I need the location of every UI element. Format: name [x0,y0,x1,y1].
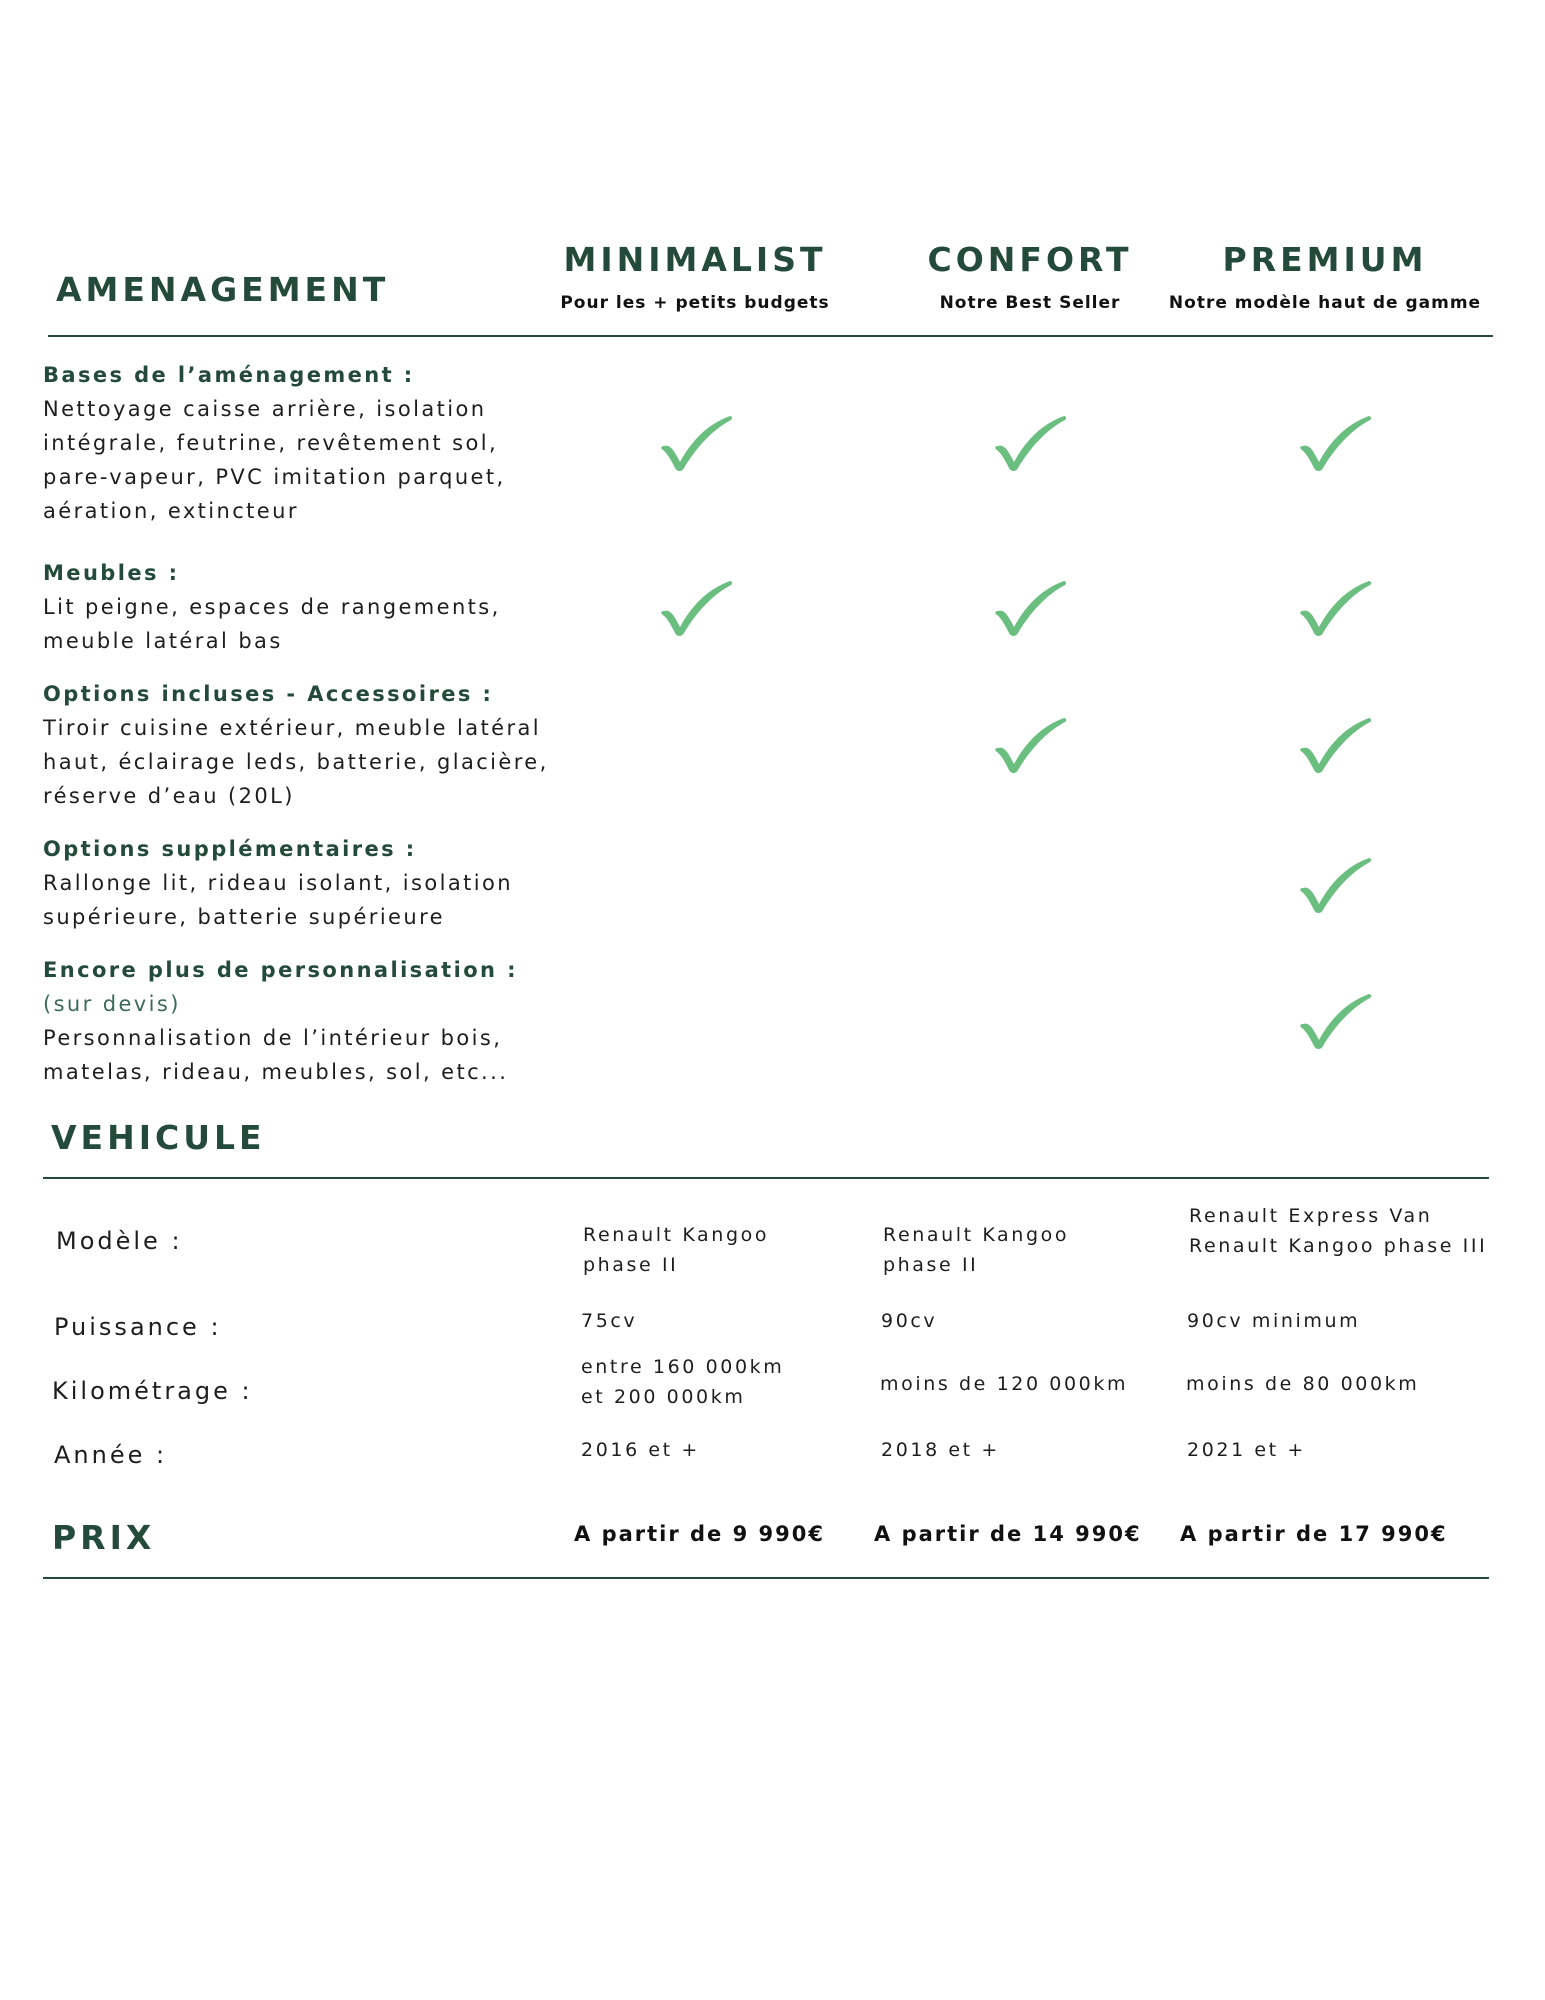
check-icon [992,712,1070,776]
spec-value: moins de 120 000km [880,1373,1129,1395]
vehicule-divider [43,1177,1489,1179]
feature-title: Meubles : [43,561,180,585]
feature-description: Rallonge lit, rideau isolant, isolation supérieure, batterie supérieure [43,871,513,929]
header-divider [48,335,1493,337]
feature-title: Bases de l’aménagement : [43,363,415,387]
spec-label-modele: Modèle : [56,1227,183,1255]
check-icon [1297,988,1375,1052]
tier-subtitle: Notre modèle haut de gamme [1168,293,1482,313]
spec-label-annee: Année : [54,1441,168,1469]
spec-value: 75cv [581,1310,638,1332]
feature-description: Personnalisation de l’intérieur bois, matelas, rideau, meubles, sol, etc... [43,1026,509,1084]
feature-row [43,953,563,1089]
tier-subtitle: Pour les + petits budgets [560,293,830,313]
tier-confort [880,240,1180,313]
tier-name: PREMIUM [1222,240,1428,279]
spec-value: entre 160 000km et 200 000km [581,1356,785,1408]
spec-value: moins de 80 000km [1186,1373,1420,1395]
spec-value: 90cv minimum [1187,1310,1361,1332]
feature-description: Lit peigne, espaces de rangements, meuble latéral bas [43,595,501,653]
feature-row [43,677,563,813]
feature-row [43,556,563,658]
check-icon [1297,410,1375,474]
spec-label-kilometrage: Kilométrage : [52,1377,253,1405]
feature-note: (sur devis) [43,992,181,1016]
spec-value: 2021 et + [1187,1439,1306,1461]
tier-name: MINIMALIST [563,240,827,279]
check-icon [1297,712,1375,776]
feature-description: Tiroir cuisine extérieur, meuble latéral haut, éclairage leds, batterie, glacière, réserve d’eau (20L) [43,716,549,808]
spec-value: Renault Kangoo phase II [583,1224,770,1276]
spec-value: Renault Express Van Renault Kangoo phase III [1189,1205,1488,1257]
price-confort: A partir de 14 990€ [874,1522,1142,1546]
spec-label-puissance: Puissance : [54,1313,222,1341]
feature-description: Nettoyage caisse arrière, isolation intégrale, feutrine, revêtement sol, pare-vapeur, PVC imitation parquet, aération, extincteur [43,397,506,523]
tier-minimalist [545,240,845,313]
check-icon [1297,575,1375,639]
price-minimalist: A partir de 9 990€ [574,1522,825,1546]
check-icon [1297,852,1375,916]
check-icon [992,575,1070,639]
spec-value: 90cv [881,1310,938,1332]
price-premium: A partir de 17 990€ [1180,1522,1448,1546]
spec-value: 2016 et + [581,1439,700,1461]
vehicule-title: VEHICULE [51,1118,266,1157]
spec-value: Renault Kangoo phase II [883,1224,1070,1276]
tier-name: CONFORT [927,240,1133,279]
check-icon [658,575,736,639]
check-icon [992,410,1070,474]
feature-title: Encore plus de personnalisation : (sur devis) [43,958,518,1016]
feature-title: Options incluses - Accessoires : [43,682,494,706]
check-icon [658,410,736,474]
feature-title: Options supplémentaires : [43,837,417,861]
feature-row [43,358,563,528]
tier-subtitle: Notre Best Seller [939,293,1121,313]
feature-row [43,832,563,934]
tier-premium [1160,240,1490,313]
amenagement-title: AMENAGEMENT [56,270,390,309]
prix-divider [43,1577,1489,1579]
spec-value: 2018 et + [881,1439,1000,1461]
prix-title: PRIX [52,1518,156,1557]
